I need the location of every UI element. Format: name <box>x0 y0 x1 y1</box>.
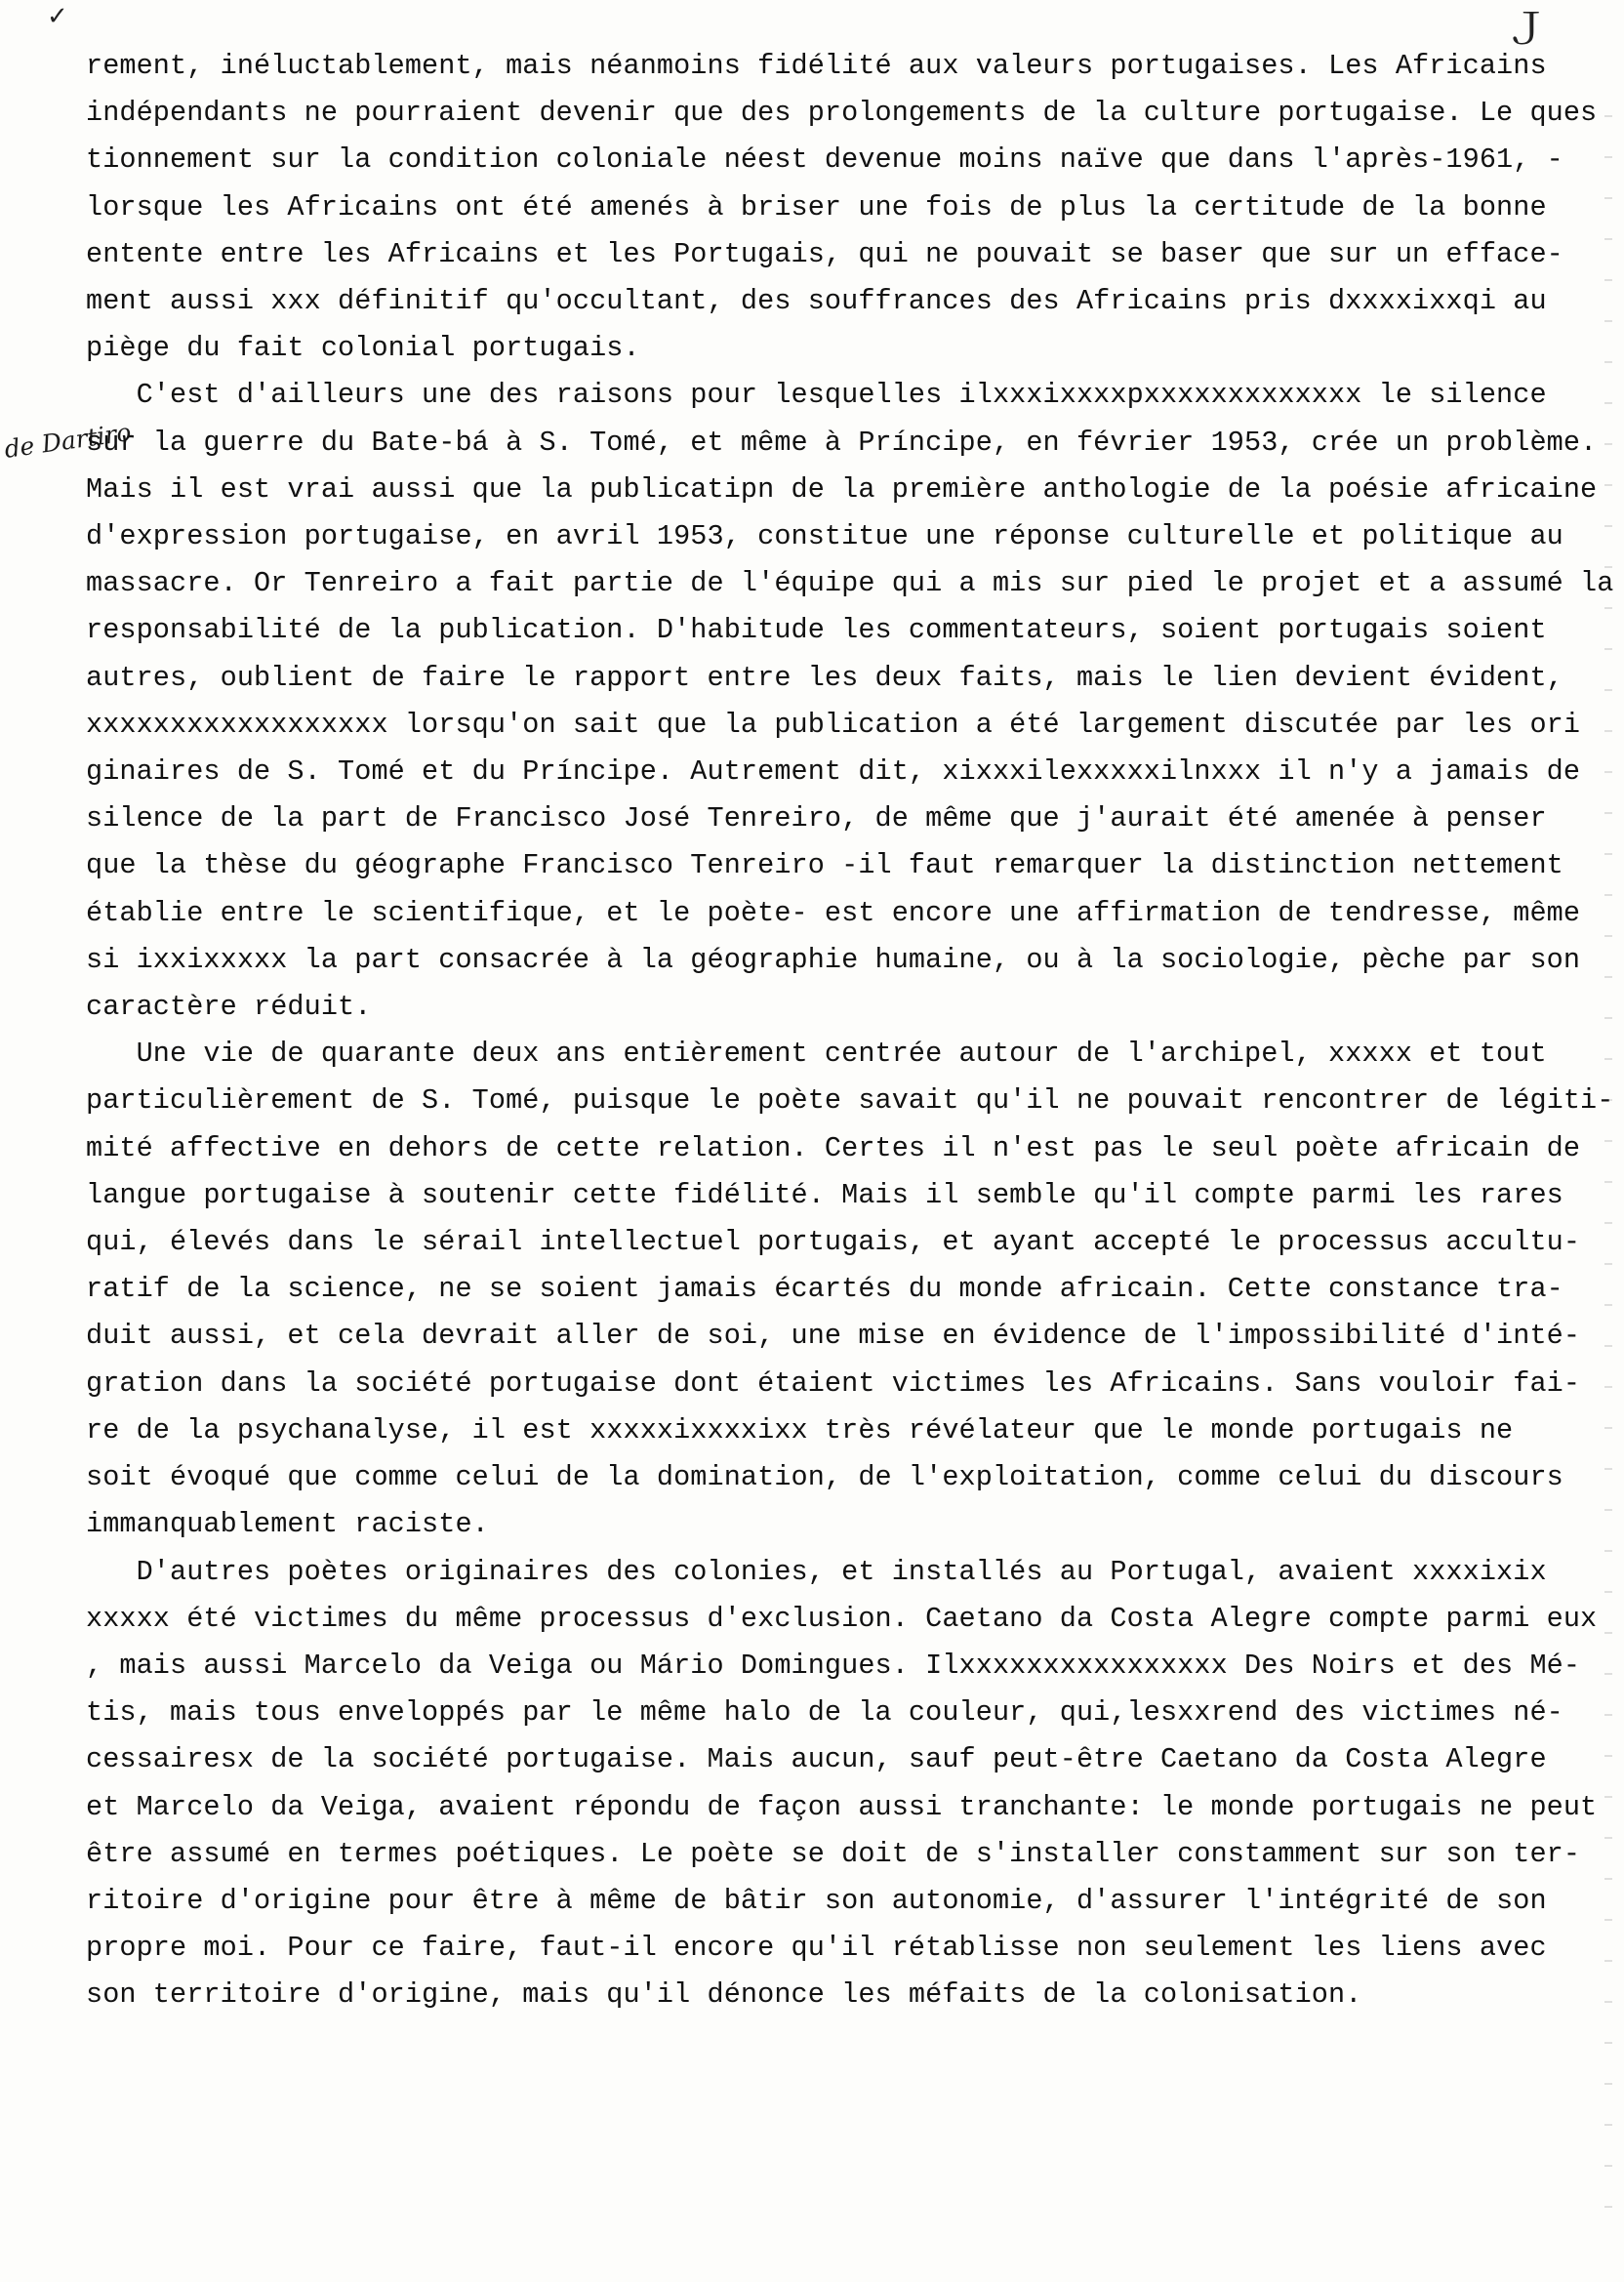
text-line: établie entre le scientifique, et le poète- est encore une affirmation de tendresse, même <box>86 896 1581 929</box>
text-line: , mais aussi Marcelo da Veiga ou Mário Domingues. Ilxxxxxxxxxxxxxxxx Des Noirs et des Mé- <box>86 1649 1581 1682</box>
text-line: soit évoqué que comme celui de la domination, de l'exploitation, comme celui du discours <box>86 1461 1563 1494</box>
text-line: sur la guerre du Bate-bá à S. Tomé, et même à Príncipe, en février 1953, crée un problème. <box>86 426 1598 459</box>
text-line: rement, inéluctablement, mais néanmoins fidélité aux valeurs portugaises. Les Africains <box>86 50 1547 82</box>
body-text <box>86 43 1614 2019</box>
handwritten-margin-note: de Dartiro <box>2 418 134 464</box>
text-line: ment aussi xxx définitif qu'occultant, des souffrances des Africains pris dxxxxixxqi au <box>86 285 1547 318</box>
text-line: que la thèse du géographe Francisco Tenreiro -il faut remarquer la distinction nettement <box>86 849 1563 882</box>
paragraph <box>86 1549 1597 2019</box>
text-line: et Marcelo da Veiga, avaient répondu de façon aussi tranchante: le monde portugais ne peut <box>86 1790 1598 1823</box>
text-line: D'autres poètes originaires des colonies, et installés au Portugal, avaient xxxxixix <box>86 1555 1547 1588</box>
text-line: immanquablement raciste. <box>86 1508 489 1541</box>
text-line: caractère réduit. <box>86 991 372 1024</box>
text-line: lorsque les Africains ont été amenés à briser une fois de plus la certitude de la bonne <box>86 190 1547 224</box>
text-line: xxxxx été victimes du même processus d'exclusion. Caetano da Costa Alegre compte parmi eux <box>86 1602 1598 1635</box>
text-line: duit aussi, et cela devrait aller de soi, une mise en évidence de l'impossibilité d'inté- <box>86 1320 1581 1353</box>
text-line: langue portugaise à soutenir cette fidélité. Mais il semble qu'il compte parmi les rares <box>86 1178 1563 1211</box>
text-line: piège du fait colonial portugais. <box>86 332 640 365</box>
text-line: massacre. Or Tenreiro a fait partie de l'équipe qui a mis sur pied le projet et a assumé la <box>86 567 1614 600</box>
text-line: indépendants ne pourraient devenir que des prolongements de la culture portugaise. Le ques <box>86 97 1598 130</box>
handwritten-mark-top-right: Ｊ <box>1505 5 1548 55</box>
text-line: C'est d'ailleurs une des raisons pour lesquelles ilxxxixxxxpxxxxxxxxxxxxx le silence <box>86 379 1547 412</box>
text-line: mité affective en dehors de cette relation. Certes il n'est pas le seul poète africain de <box>86 1131 1581 1164</box>
text-line: être assumé en termes poétiques. Le poète se doit de s'installer constamment sur son ter- <box>86 1837 1581 1870</box>
text-line: tis, mais tous enveloppés par le même halo de la couleur, qui,lesxxrend des victimes né- <box>86 1696 1563 1730</box>
text-line: particulièrement de S. Tomé, puisque le poète savait qu'il ne pouvait rencontrer de légiti- <box>86 1084 1614 1118</box>
text-line: autres, oublient de faire le rapport entre les deux faits, mais le lien devient évident, <box>86 661 1563 694</box>
text-line: tionnement sur la condition coloniale néest devenue moins naïve que dans l'après-1961, - <box>86 143 1563 177</box>
paragraph <box>86 1031 1614 1548</box>
pencil-mark-top-left: ✓ <box>47 2 68 31</box>
scan-edge-noise <box>1604 98 1612 2245</box>
text-line: ratif de la science, ne se soient jamais écartés du monde africain. Cette constance tra- <box>86 1273 1563 1306</box>
text-line: silence de la part de Francisco José Tenreiro, de même que j'aurait été amenée à penser <box>86 802 1547 835</box>
text-line: si ixxixxxxx la part consacrée à la géographie humaine, ou à la sociologie, pèche par son <box>86 943 1581 976</box>
text-line: qui, élevés dans le sérail intellectuel portugais, et ayant accepté le processus accultu- <box>86 1226 1581 1259</box>
paragraph <box>86 43 1597 372</box>
text-line: Une vie de quarante deux ans entièrement centrée autour de l'archipel, xxxxx et tout <box>86 1038 1547 1071</box>
text-line: xxxxxxxxxxxxxxxxxx lorsqu'on sait que la publication a été largement discutée par les ori <box>86 708 1581 741</box>
text-line: d'expression portugaise, en avril 1953, constitue une réponse culturelle et politique au <box>86 520 1563 553</box>
text-line: son territoire d'origine, mais qu'il dénonce les méfaits de la colonisation. <box>86 1978 1362 2012</box>
text-line: responsabilité de la publication. D'habitude les commentateurs, soient portugais soient <box>86 614 1547 647</box>
text-line: ginaires de S. Tomé et du Príncipe. Autrement dit, xixxxilexxxxxilnxxx il n'y a jamais de <box>86 755 1581 789</box>
paragraph <box>86 372 1614 1031</box>
text-line: Mais il est vrai aussi que la publicatipn de la première anthologie de la poésie africaine <box>86 472 1598 506</box>
text-line: ritoire d'origine pour être à même de bâtir son autonomie, d'assurer l'intégrité de son <box>86 1884 1547 1917</box>
text-line: re de la psychanalyse, il est xxxxxixxxxixx très révélateur que le monde portugais ne <box>86 1413 1514 1447</box>
text-line: propre moi. Pour ce faire, faut-il encore qu'il rétablisse non seulement les liens avec <box>86 1932 1547 1965</box>
text-line: entente entre les Africains et les Portugais, qui ne pouvait se baser que sur un efface- <box>86 237 1563 270</box>
text-line: gration dans la société portugaise dont étaient victimes les Africains. Sans vouloir fai- <box>86 1366 1581 1400</box>
text-line: cessairesx de la société portugaise. Mais aucun, sauf peut-être Caetano da Costa Alegre <box>86 1743 1547 1776</box>
